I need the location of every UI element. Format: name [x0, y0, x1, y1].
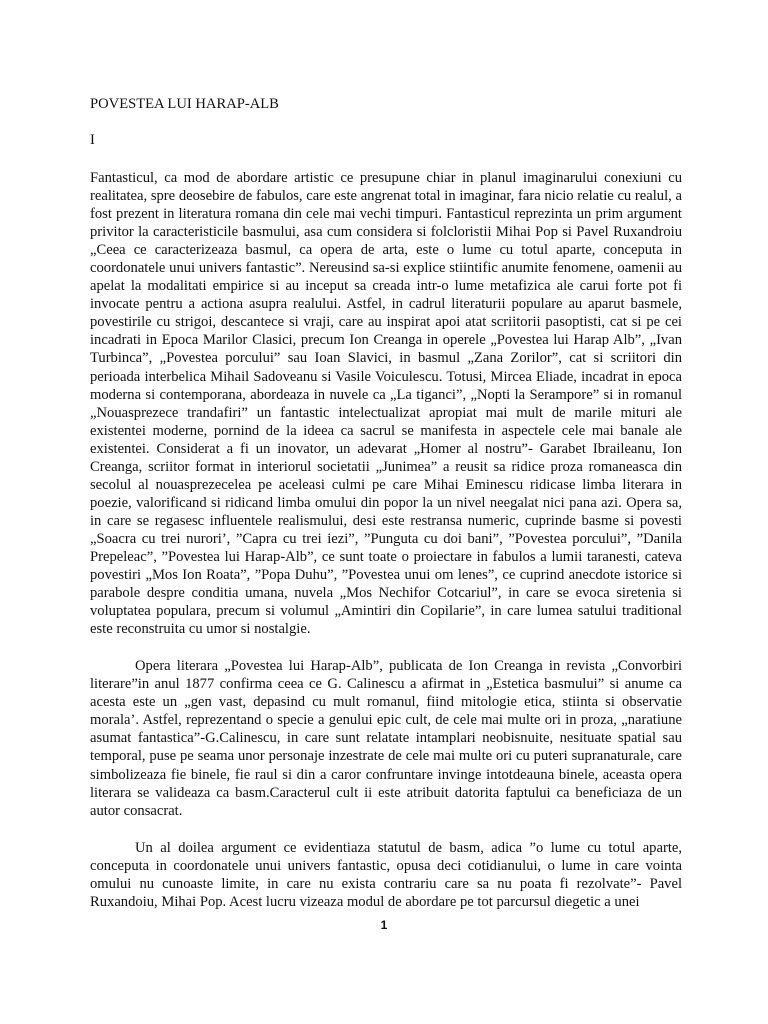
chapter-number: I: [90, 132, 95, 148]
document-title: POVESTEA LUI HARAP-ALB: [90, 96, 279, 112]
document-body: [90, 95, 682, 911]
page-number: 1: [380, 918, 388, 932]
paragraph-1: Fantasticul, ca mod de abordare artistic ce presupune chiar in planul imaginarului conexiuni cu realitatea, spre deosebire de fabulos, care este angrenat total in imaginar, fara nicio relatie cu realul, a fost prezent in literatura romana din cele mai vechi timpuri. Fantasticul reprezinta un prim argument privitor la caracteristicile basmului, asa cum considera si folcloristii Mihai Pop si Pavel Ruxandroiu „Ceea ce caracterizeaza basmul, ca opera de arta, este o lume cu totul aparte, conceputa in coordonatele unui univers fantastic”. Nereusind sa-si explice stiintific anumite fenomene, oamenii au apelat la modalitati empirice si au inceput sa creada intr-o lume metafizica ale carui forte pot fi invocate pentru a actiona asupra realului. Astfel, in cadrul literaturii populare au aparut basmele, povestirile cu strigoi, descantece si vraji, care au inspirat apoi atat scriitorii pasoptisti, cat si pe cei incadrati in Epoca Marilor Clasici, precum Ion Creanga in operele „Povestea lui Harap Alb”, „Ivan Turbinca”, „Povestea porcului” sau Ioan Slavici, in basmul „Zana Zorilor”, cat si scriitori din perioada interbelica Mihail Sadoveanu si Vasile Voiculescu. Totusi, Mircea Eliade, incadrat in epoca moderna si contemporana, abordeaza in nuvele ca „La tiganci”, „Nopti la Serampore” si in romanul „Nouasprezece trandafiri” un fantastic intelectualizat apropiat mai mult de marile mituri ale existentei moderne, pornind de la ideea ca sacrul se manifesta in aspectele cele mai banale ale existentei. Considerat a fi un inovator, un adevarat „Homer al nostru”- Garabet Ibraileanu, Ion Creanga, scriitor format in interiorul societatii „Junimea” a reusit sa ridice proza romaneasca din secolul al nouasprezecelea pe aceleasi culmi pe care Mihai Eminescu ridicase limba literara in poezie, valorificand si ridicand limba omului din popor la un nivel neegalat nici pana azi. Opera sa, in care se regasesc influentele realismului, desi este restransa numeric, cuprinde basme si povesti „Soacra cu trei nurori’, ”Capra cu trei iezi”, ”Punguta cu doi bani”, ”Povestea porcului”, ”Danila Prepeleac”, ”Povestea lui Harap-Alb”, ce sunt toate o proiectare in fabulos a lumii taranesti, cateva povestiri „Mos Ion Roata”, ”Popa Duhu”, ”Povestea unui om lenes”, ce cuprind anecdote istorice si parabole despre conditia umana, nuvela „Mos Nechifor Cotcariul”, in care se evoca siretenia si voluptatea populara, precum si volumul „Amintiri din Copilarie”, in care lumea satului traditional este reconstruita cu umor si nostalgie.: [90, 170, 682, 638]
paragraph-3: Un al doilea argument ce evidentiaza statutul de basm, adica ”o lume cu totul aparte, conceputa in coordonatele unui univers fantastic, opusa deci cotidianului, o lume in care vointa omului nu cunoaste limite, in care nu exista contrariu care sa nu poata fi rezolvate”- Pavel Ruxandoiu, Mihai Pop. Acest lucru vizeaza modul de abordare pe tot parcursul diegetic a unei: [90, 839, 682, 910]
paragraph-2: Opera literara „Povestea lui Harap-Alb”, publicata de Ion Creanga in revista „Convorbiri literare”in anul 1877 confirma ceea ce G. Calinescu a afirmat in „Estetica basmului” si anume ca acesta este un „gen vast, depasind cu mult romanul, fiind mitologie etica, stiinta si observatie morala’. Astfel, reprezentand o specie a genului epic cult, de cele mai multe ori in proza, „naratiune asumat fantastica”-G.Calinescu, in care sunt relatate intamplari neobisnuite, nesituate spatial sau temporal, puse pe seama unor personaje inzestrate de cele mai multe ori cu puteri supranaturale, care simbolizeaza fie binele, fie raul si din a caror confruntare invinge intotdeauna binele, aceasta opera literara se valideaza ca basm.Caracterul cult ii este atribuit datorita faptului ca beneficiaza de un autor consacrat.: [90, 658, 682, 819]
